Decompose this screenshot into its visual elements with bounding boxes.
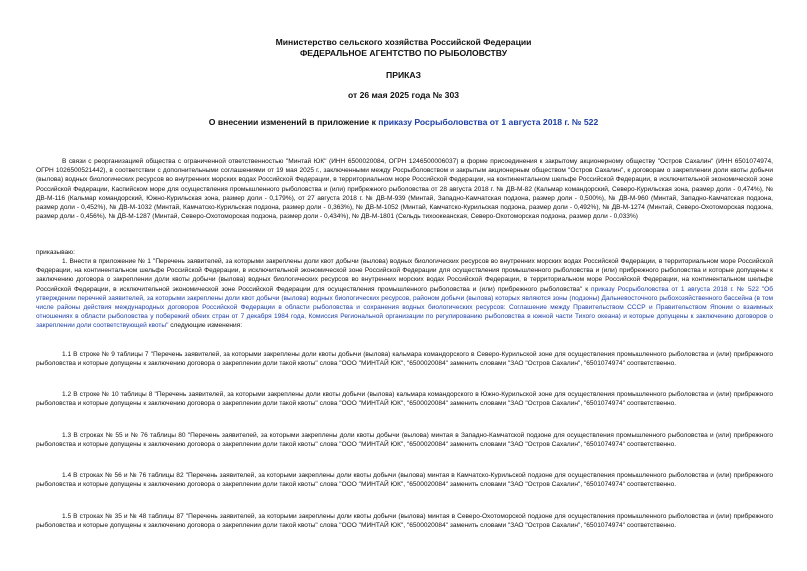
item-1-tail: следующие изменения: bbox=[168, 322, 243, 330]
document-subject bbox=[0, 117, 807, 128]
ministry-heading: Министерство сельского хозяйства Российской Федерации bbox=[275, 37, 532, 47]
intro-paragraph bbox=[36, 157, 773, 238]
intro-text: В связи с реорганизацией общества с ограниченной ответственностью "Минтай ЮК" (ИНН 6500020084, ОГРН 1246500006037) в форме присоединения к закрытому акционерному обществу "Остров Сахалин" (ИНН 6501074974, ОГРН 1026500521442), в соответствии с дополнительными соглашениями от 19 мая 2025 г., заключенными между Росрыболовством и закрытым акционерным обществом "Остров Сахалин", к договорам о закреплении доли квоты добычи (вылова) водных биологических ресурсов во внутренних морских водах Российской Федерации, в территориальном море Российской Федерации, на континентальном шельфе Российской Федерации, в исключительной экономической зоне Российской Федерации, Каспийском море для осуществления промышленного рыболовства и (или) прибрежного рыболовства от 28 августа 2018 г. № ДВ-М-82 (Кальмар командорский, Северо-Курильская зона, размер доли - 0,474%), № ДВ-М-116 (Кальмар командорский, Южно-Курильская зона, размер доли - 0,179%), от 27 августа 2018 г. № ДВ-М-939 (Минтай, Западно-Камчатская подзона, размер доли - 0,500%), № ДВ-М-960 (Минтай, Западно-Камчатская подзона, размер доли - 0,452%), № ДВ-М-1032 (Минтай, Камчатско-Курильская подзона, размер доли - 0,363%), № ДВ-М-1052 (Минтай, Камчатско-Курильская подзона, размер доли - 0,492%), № ДВ-М-1274 (Минтай, Северо-Охотоморская подзона, размер доли - 0,456%), № ДВ-М-1287 (Минтай, Северо-Охотоморская подзона, размер доли - 0,434%), № ДВ-М-1801 (Сельдь тихоокеанская, Северо-Охотоморская подзона, размер доли - 0,033%) bbox=[36, 158, 773, 221]
item-1-4-paragraph bbox=[36, 471, 773, 501]
item-1-1-text: 1.1 В строке № 9 таблицы 7 "Перечень заявителей, за которыми закреплены доли квоты добычи (вылова) кальмара командорского в Северо-Курильской зоне для осуществления промышленного рыболовства и (или) прибрежного рыболовства и которые допущены к заключению договора о закреплении доли такой квоты" слова "ООО "МИНТАЙ ЮК", "6500020084" заменить словами "ЗАО "Остров Сахалин", "6501074974" соответственно. bbox=[36, 351, 773, 368]
subject-text: О внесении изменений в приложение к bbox=[208, 117, 379, 127]
orders-text: приказываю: bbox=[36, 249, 75, 256]
item-1-1-paragraph bbox=[36, 350, 773, 380]
agency-heading: ФЕДЕРАЛЬНОЕ АГЕНТСТВО ПО РЫБОЛОВСТВУ bbox=[299, 48, 508, 58]
item-1-order-link[interactable]: приказу Росрыболовства от 1 августа 2018 г. № 522 "Об утверждении перечней заявителей, за которыми закреплены доли квот добычи (вылова) водных биологических ресурсов, районом добычи (вылова) которых являются зоны (подзоны) Дальневосточного рыбохозяйственного бассейна (в том числе районы действия международных договоров Российской Федерации в области рыболовства и сохранения водных биологических ресурсов: Соглашение между Правительством СССР и Правительством Японии о взаимных отношениях в области рыболовства у побережий обеих стран от 7 декабря 1984 года, Комиссия Региональной организации по регулированию рыболовства в южной части Тихого океана) и которые допущены к заключению договоров о закреплении доли соответствующей квоты" bbox=[36, 285, 773, 330]
item-1-3-text: 1.3 В строках № 55 и № 76 таблицы 80 "Перечень заявителей, за которыми закреплены доли квоты добычи (вылова) минтая в Западно-Камчатской подзоне для осуществления промышленного рыболовства и (или) прибрежного рыболовства и которые допущены к заключению договора о закреплении доли такой квоты" слова "ООО "МИНТАЙ ЮК", "6500020084" заменить словами "ЗАО "Остров Сахалин", "6501074974" соответственно. bbox=[36, 432, 773, 449]
item-1-5-paragraph bbox=[36, 512, 773, 542]
item-1-5-text: 1.5 В строках № 35 и № 48 таблицы 87 "Перечень заявителей, за которыми закреплены доли квоты добычи (вылова) минтая в Северо-Охотоморской подзоне для осуществления промышленного рыболовства и (или) прибрежного рыболовства и которые допущены к заключению договора о закреплении доли такой квоты" слова "ООО "МИНТАЙ ЮК", "6500020084" заменить словами "ЗАО "Остров Сахалин", "6501074974" соответственно. bbox=[36, 513, 773, 530]
item-1-3-paragraph bbox=[36, 431, 773, 461]
item-1-text: 1. Внести в приложение № 1 "Перечень заявителей, за которыми закреплены доли квот добычи (вылова) водных биологических ресурсов во внутренних морских водах Российской Федерации, в территориальном море Российской Федерации, на континентальном шельфе Российской Федерации, в исключительной экономической зоне Российской Федерации для осуществления промышленного рыболовства и (или) прибрежного рыболовства и которые допущены к заключению договора о закреплении доли квоты добычи (вылова) водных биологических ресурсов во внутренних морских водах Российской Федерации, в территориальном море Российской Федерации, на континентальном шельфе Российской Федерации, в исключительной экономической зоне Российской Федерации для осуществления промышленного рыболовства и (или) прибрежного рыболовства" к bbox=[36, 258, 773, 293]
subject-order-link[interactable]: приказу Росрыболовства от 1 августа 2018 г. № 522 bbox=[378, 117, 599, 127]
document-type: ПРИКАЗ bbox=[386, 70, 421, 80]
item-1-2-paragraph bbox=[36, 390, 773, 420]
item-1-paragraph bbox=[36, 257, 773, 340]
item-1-2-text: 1.2 В строке № 10 таблицы 8 "Перечень заявителей, за которыми закреплены доли квоты добычи (вылова) кальмара командорского в Южно-Курильской зоне для осуществления промышленного рыболовства и (или) прибрежного рыболовства и которые допущены к заключению договора о закреплении доли такой квоты" слова "ООО "МИНТАЙ ЮК", "6500020084" заменить словами "ЗАО "Остров Сахалин", "6501074974" соответственно. bbox=[36, 391, 773, 408]
item-1-4-text: 1.4 В строках № 56 и № 76 таблицы 82 "Перечень заявителей, за которыми закреплены доли квоты добычи (вылова) минтая в Камчатско-Курильской подзоне для осуществления промышленного рыболовства и (или) прибрежного рыболовства и которые допущены к заключению договора о закреплении доли такой квоты" слова "ООО "МИНТАЙ ЮК", "6500020084" заменить словами "ЗАО "Остров Сахалин", "6501074974" соответственно. bbox=[36, 472, 773, 489]
document-date: от 26 мая 2025 года № 303 bbox=[347, 90, 460, 100]
